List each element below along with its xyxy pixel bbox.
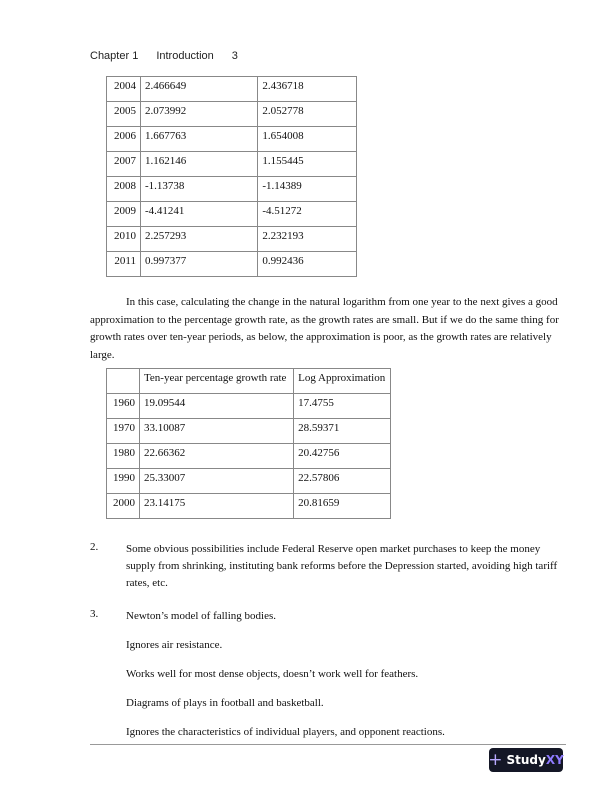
answer-text: Some obvious possibilities include Federal Reserve open market purchases to keep the money supply from shrinking, instituting bank reforms before the Depression started, avoiding high tariff rates, etc. <box>126 543 558 589</box>
year-cell: 2007 <box>107 152 141 177</box>
year-cell: 1980 <box>107 444 140 469</box>
page-number: 3 <box>231 50 238 62</box>
answer-number: 2. <box>90 541 99 553</box>
value-cell: -1.13738 <box>140 177 257 202</box>
section-label: Introduction <box>156 50 214 62</box>
value-cell: 33.10087 <box>139 419 293 444</box>
year-cell: 1960 <box>107 394 140 419</box>
value-cell: -4.51272 <box>258 202 357 227</box>
table-row <box>107 444 391 469</box>
table-row <box>107 127 357 152</box>
table-row <box>107 394 391 419</box>
year-cell: 1970 <box>107 419 140 444</box>
table-row <box>107 102 357 127</box>
value-cell: 20.81659 <box>294 494 391 519</box>
year-cell: 2009 <box>107 202 141 227</box>
table-row <box>107 77 357 102</box>
value-cell: Log Approximation <box>294 369 391 394</box>
value-cell: 2.052778 <box>258 102 357 127</box>
year-cell: 2000 <box>107 494 140 519</box>
table-header-row <box>107 369 391 394</box>
value-cell: 1.667763 <box>140 127 257 152</box>
year-cell: 2006 <box>107 127 141 152</box>
value-cell: 2.073992 <box>140 102 257 127</box>
running-header <box>90 50 256 62</box>
year-cell <box>107 369 140 394</box>
annual-growth-table <box>106 76 357 277</box>
table-row <box>107 177 357 202</box>
table-row <box>107 227 357 252</box>
value-cell: 23.14175 <box>139 494 293 519</box>
year-cell: 2005 <box>107 102 141 127</box>
value-cell: 0.992436 <box>258 252 357 277</box>
logo-text: Study <box>506 753 546 767</box>
answer-text: Newton’s model of falling bodies. <box>126 610 277 622</box>
answer-subitem: Ignores air resistance. <box>126 639 223 651</box>
value-cell: 2.436718 <box>258 77 357 102</box>
ten-year-growth-table <box>106 368 391 519</box>
plus-icon: + <box>488 750 503 770</box>
year-cell: 1990 <box>107 469 140 494</box>
value-cell: 17.4755 <box>294 394 391 419</box>
value-cell: -4.41241 <box>140 202 257 227</box>
value-cell: 22.57806 <box>294 469 391 494</box>
value-cell: 20.42756 <box>294 444 391 469</box>
chapter-label: Chapter 1 <box>90 50 139 62</box>
table-row <box>107 202 357 227</box>
value-cell: 2.257293 <box>140 227 257 252</box>
value-cell: -1.14389 <box>258 177 357 202</box>
table-row <box>107 469 391 494</box>
answer-subitem: Diagrams of plays in football and basketball. <box>126 697 324 709</box>
year-cell: 2008 <box>107 177 141 202</box>
value-cell: 1.654008 <box>258 127 357 152</box>
value-cell: 28.59371 <box>294 419 391 444</box>
value-cell: 1.155445 <box>258 152 357 177</box>
value-cell: 19.09544 <box>139 394 293 419</box>
table-row <box>107 494 391 519</box>
year-cell: 2011 <box>107 252 141 277</box>
body-paragraph: In this case, calculating the change in the natural logarithm from one year to the next gives a good approximation to the percentage growth rate, as the growth rates are small. But if we do the same thing for growth rates over ten-year periods, as below, the approximation is poor, as the growth rates are relatively large. <box>90 296 559 362</box>
value-cell: 25.33007 <box>139 469 293 494</box>
answer-subitem: Works well for most dense objects, doesn’t work well for feathers. <box>126 668 419 680</box>
value-cell: 22.66362 <box>139 444 293 469</box>
value-cell: Ten-year percentage growth rate <box>139 369 293 394</box>
logo-text-accent: XY <box>545 753 564 767</box>
year-cell: 2004 <box>107 77 141 102</box>
value-cell: 1.162146 <box>140 152 257 177</box>
answer-number: 3. <box>90 608 99 620</box>
studyxy-logo[interactable] <box>489 748 563 772</box>
table-row <box>107 419 391 444</box>
year-cell: 2010 <box>107 227 141 252</box>
value-cell: 2.232193 <box>258 227 357 252</box>
table-row <box>107 152 357 177</box>
value-cell: 0.997377 <box>140 252 257 277</box>
value-cell: 2.466649 <box>140 77 257 102</box>
table-row <box>107 252 357 277</box>
footer-divider <box>90 744 566 745</box>
answer-subitem: Ignores the characteristics of individual players, and opponent reactions. <box>126 726 445 738</box>
